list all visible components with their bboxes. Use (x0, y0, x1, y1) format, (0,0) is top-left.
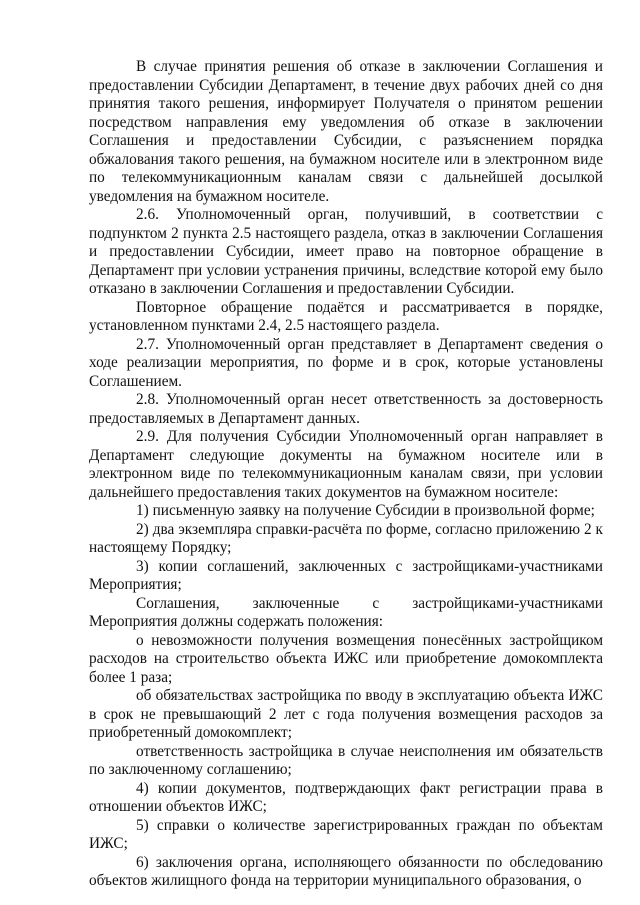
list-item-5: 5) справки о количестве зарегистрированных граждан по объектам ИЖС; (89, 816, 603, 852)
list-item-3: 3) копии соглашений, заключенных с застройщиками-участниками Мероприятия; (89, 557, 603, 593)
list-item-4: 4) копии документов, подтверждающих факт регистрации права в отношении объектов ИЖС; (89, 779, 603, 815)
document-body (89, 58, 603, 891)
list-item-6: 6) заключения органа, исполняющего обязанности по обследованию объектов жилищного фонда на территории муниципального образования, о (89, 853, 603, 889)
list-item-2: 2) два экземпляра справки-расчёта по форме, согласно приложению 2 к настоящему Порядку; (89, 520, 603, 556)
paragraph-refusal-notice: В случае принятия решения об отказе в заключении Соглашения и предоставлении Субсидии Департамент, в течение двух рабочих дней со дня принятия такого решения, информирует Получателя о принятом решении посредством направления ему уведомления об отказе в заключении Соглашения и предоставлении Субсидии, с разъяснением порядка обжалования такого решения, на бумажном носителе или в электронном виде по телекоммуникационным каналам связи с дальнейшей досылкой уведомления на бумажном носителе. (89, 58, 603, 205)
list-item-1: 1) письменную заявку на получение Субсидии в произвольной форме; (136, 502, 595, 519)
paragraph-repeat-application: Повторное обращение подаётся и рассматривается в порядке, установленном пунктами 2.4, 2.5 настоящего раздела. (89, 298, 603, 334)
paragraph-2-8: 2.8. Уполномоченный орган несет ответственность за достоверность предоставляемых в Департамент данных. (89, 391, 603, 427)
provision-commissioning-obligation: об обязательствах застройщика по вводу в эксплуатацию объекта ИЖС в срок не превышающий 2 лет с года получения возмещения расходов за приобретенный домокомплект; (89, 687, 603, 741)
paragraph-2-9: 2.9. Для получения Субсидии Уполномоченный орган направляет в Департамент следующие документы на бумажном носителе или в электронном виде по телекоммуникационным каналам связи, при условии дальнейшего предоставления таких документов на бумажном носителе: (89, 428, 603, 501)
paragraph-agreements-provisions: Соглашения, заключенные с застройщиками-участниками Мероприятия должны содержать положения: (89, 594, 603, 630)
provision-liability: ответственность застройщика в случае неисполнения им обязательств по заключенному соглашению; (89, 742, 603, 778)
paragraph-2-6: 2.6. Уполномоченный орган, получивший, в соответствии с подпунктом 2 пункта 2.5 настоящего раздела, отказ в заключении Соглашения и предоставлении Субсидии, имеет право на повторное обращение в Департамент при условии устранения причины, вследствие которой ему было отказано в заключении Соглашения и предоставлении Субсидии. (89, 206, 603, 297)
provision-no-double-reimbursement: о невозможности получения возмещения понесённых застройщиком расходов на строительство объекта ИЖС или приобретение домокомплекта более 1 раза; (89, 631, 603, 686)
paragraph-2-7: 2.7. Уполномоченный орган представляет в Департамент сведения о ходе реализации мероприятия, по форме и в срок, которые установлены Соглашением. (89, 335, 603, 390)
